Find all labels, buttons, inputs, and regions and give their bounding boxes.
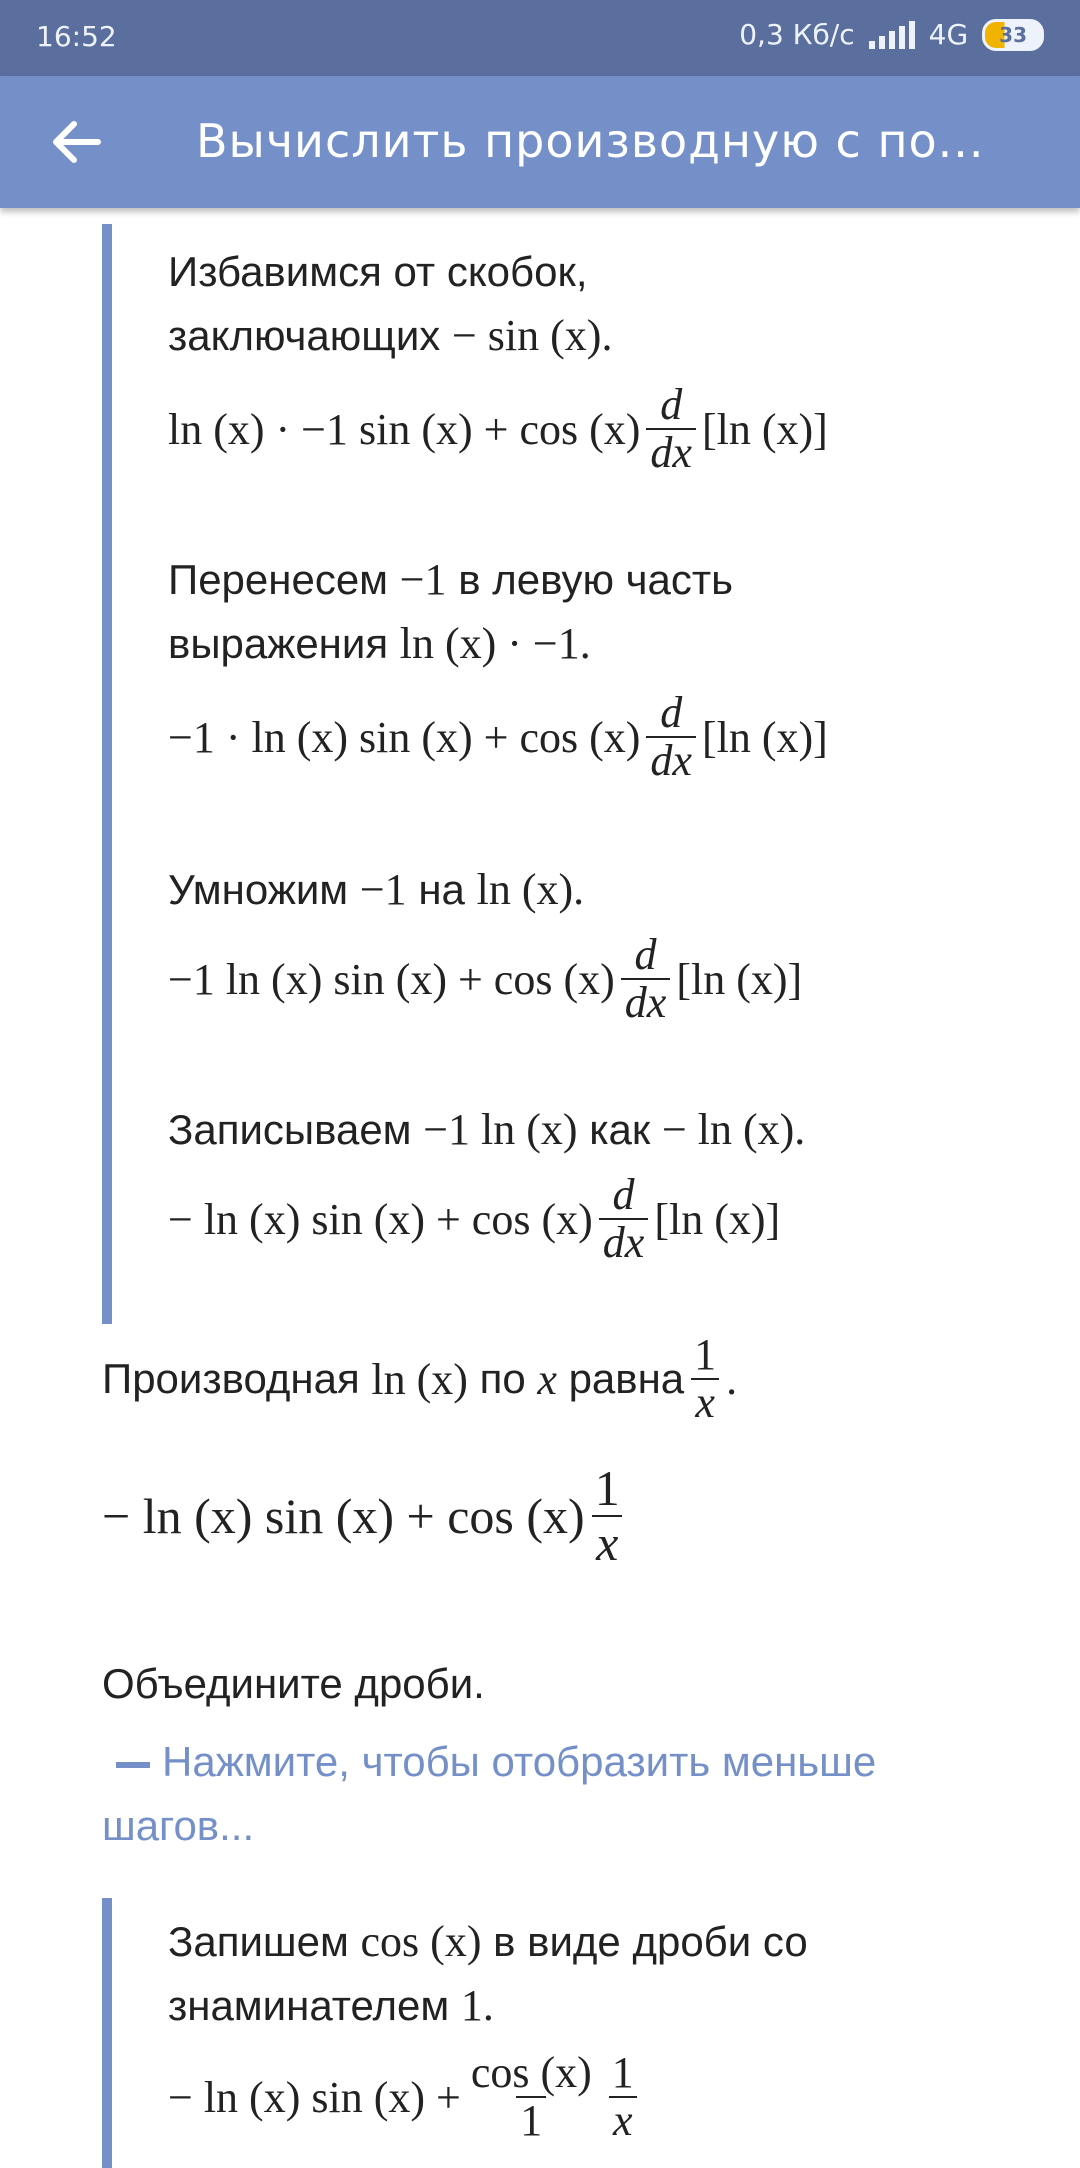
fraction-denominator: x (592, 1515, 622, 1570)
step-1-inline-math: − sin (x). (451, 311, 613, 360)
substep-expression (168, 2050, 644, 2144)
cos-over-one-fraction (467, 2050, 596, 2144)
fraction-numerator: d (612, 1170, 635, 1219)
status-bar (0, 0, 1080, 76)
main-math-ln: ln (x) (371, 1354, 468, 1404)
one-over-x-fraction (690, 1332, 720, 1426)
step-3-inline-b: ln (x). (476, 865, 585, 914)
main-text-b: по (479, 1355, 526, 1403)
signal-icon (869, 21, 915, 49)
substep-text (168, 1910, 808, 2038)
fraction-numerator: d (660, 688, 683, 737)
back-arrow-icon[interactable] (48, 114, 104, 170)
step-3-text (168, 858, 584, 922)
step-4-text-b: как (589, 1106, 651, 1153)
minus-icon (116, 1762, 150, 1768)
fraction-numerator: 1 (694, 1330, 717, 1379)
network-type: 4G (928, 18, 969, 51)
page-title: Вычислить производную с по... (196, 114, 985, 168)
main-math-x: x (537, 1354, 557, 1404)
app-bar (0, 76, 1080, 208)
derivative-argument: [ln (x)] (701, 712, 828, 762)
step-2-text-b: в левую часть (458, 556, 733, 603)
fraction-numerator: d (660, 380, 683, 429)
step-4-expression (168, 1172, 780, 1266)
step-2-text-c: выражения (168, 620, 389, 667)
substep-math: − ln (x) sin (x) + (168, 2072, 461, 2122)
main-derivative-line (102, 1332, 737, 1426)
toggle-text-a: Нажмите, чтобы отобразить меньше (162, 1738, 877, 1785)
derivative-fraction (646, 382, 696, 476)
step-3-text-a: Умножим (168, 866, 349, 913)
step-1-text-line2: заключающих (168, 312, 441, 359)
status-indicators (739, 18, 1044, 51)
step-1-math: ln (x) · −1 sin (x) + cos (x) (168, 404, 641, 454)
step-4-inline-a: −1 ln (x) (423, 1105, 578, 1154)
step-4-text (168, 1098, 805, 1162)
step-3-expression (168, 932, 802, 1026)
network-speed: 0,3 Кб/с (739, 18, 855, 51)
one-over-x-fraction (591, 1462, 624, 1569)
step-3-math: −1 ln (x) sin (x) + cos (x) (168, 954, 615, 1004)
result-expression (102, 1462, 630, 1569)
step-2-text (168, 548, 733, 676)
fraction-denominator: x (691, 1378, 719, 1426)
step-1-text (168, 240, 612, 368)
substep-math-one: 1. (460, 1981, 494, 2030)
toggle-steps-link[interactable] (102, 1730, 1002, 1858)
derivative-fraction (599, 1172, 649, 1266)
derivative-argument: [ln (x)] (676, 954, 803, 1004)
steps-group-bar (102, 224, 112, 1324)
result-math: − ln (x) sin (x) + cos (x) (102, 1487, 585, 1544)
substep-math-cos: cos (x) (360, 1917, 482, 1966)
main-text-c: равна (568, 1355, 685, 1403)
substeps-group-bar (102, 1898, 112, 2168)
derivative-fraction (621, 932, 671, 1026)
step-2-inline-b: ln (x) · −1. (399, 619, 591, 668)
step-2-inline-a: −1 (399, 555, 447, 604)
substep-text-c: знаминателем (168, 1982, 450, 2029)
derivative-argument: [ln (x)] (701, 404, 828, 454)
main-period: . (726, 1354, 738, 1404)
fraction-denominator: dx (646, 428, 696, 476)
fraction-denominator: 1 (516, 2096, 546, 2144)
derivative-argument: [ln (x)] (654, 1194, 781, 1244)
substep-text-b: в виде дроби со (493, 1918, 808, 1965)
fraction-numerator: d (634, 930, 657, 979)
fraction-denominator: x (609, 2096, 637, 2144)
step-2-text-a: Перенесем (168, 556, 389, 603)
fraction-numerator: 1 (611, 2048, 634, 2097)
fraction-denominator: dx (621, 978, 671, 1026)
step-4-inline-b: − ln (x). (661, 1105, 806, 1154)
step-4-text-a: Записываем (168, 1106, 412, 1153)
combine-fractions-text: Объедините дроби. (102, 1660, 485, 1707)
battery-icon: 33 (982, 19, 1044, 51)
fraction-numerator: cos (x) (470, 2048, 592, 2097)
toggle-text-b: шагов... (102, 1802, 255, 1849)
main-text-a: Производная (102, 1355, 360, 1403)
derivative-fraction (646, 690, 696, 784)
status-time: 16:52 (36, 20, 117, 53)
step-1-expression (168, 382, 828, 476)
fraction-numerator: 1 (594, 1460, 620, 1516)
step-2-expression (168, 690, 828, 784)
step-3-text-b: на (418, 866, 465, 913)
step-1-text-line1: Избавимся от скобок, (168, 248, 588, 295)
step-3-inline-a: −1 (359, 865, 407, 914)
substep-text-a: Запишем (168, 1918, 349, 1965)
one-over-x-fraction (608, 2050, 638, 2144)
step-4-math: − ln (x) sin (x) + cos (x) (168, 1194, 593, 1244)
step-2-math: −1 · ln (x) sin (x) + cos (x) (168, 712, 641, 762)
fraction-denominator: dx (646, 736, 696, 784)
fraction-denominator: dx (599, 1218, 649, 1266)
